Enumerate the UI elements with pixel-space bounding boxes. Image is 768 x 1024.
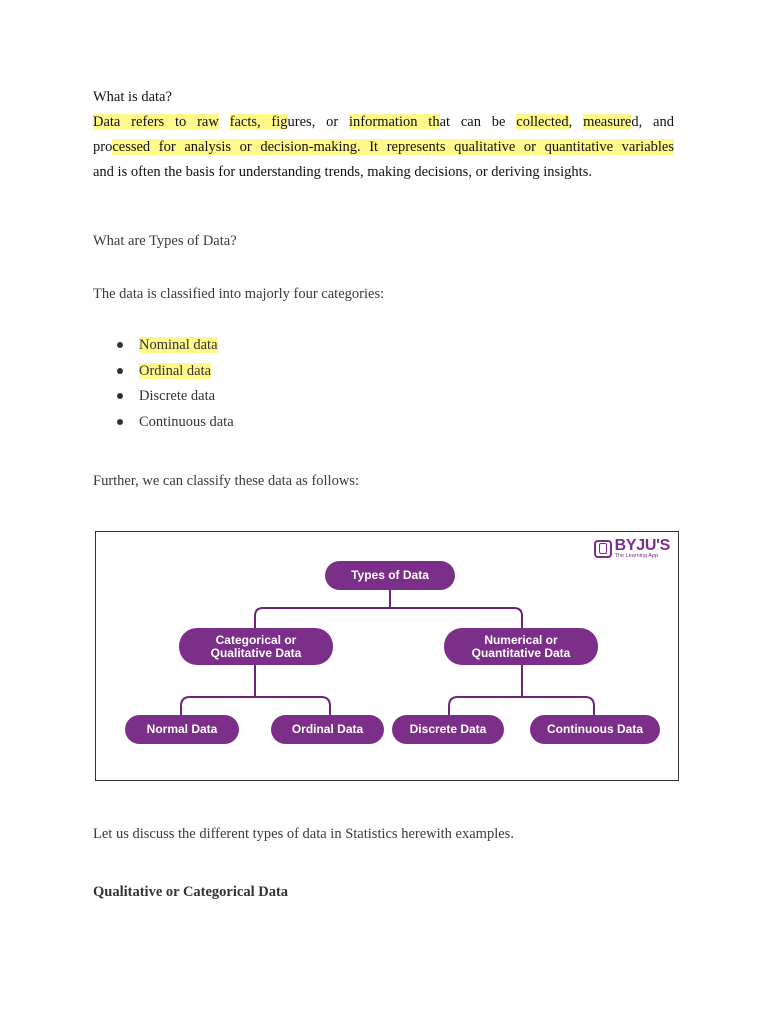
category-list xyxy=(93,336,234,438)
node-continuous-data: Continuous Data xyxy=(530,715,660,744)
highlight-span: measure xyxy=(583,114,632,130)
bullet-icon xyxy=(117,393,123,399)
byjus-logo-icon xyxy=(594,540,612,558)
list-item xyxy=(93,387,234,413)
types-of-data-diagram xyxy=(95,531,679,781)
connector-level-1 xyxy=(255,608,522,628)
connector-left-children xyxy=(181,697,330,717)
list-item-text: Discrete data xyxy=(139,388,216,404)
paragraph-line-2 xyxy=(93,138,674,156)
node-numerical xyxy=(444,628,598,665)
node-discrete-data: Discrete Data xyxy=(392,715,504,744)
connector-right-children xyxy=(449,697,594,717)
highlight-span: information th xyxy=(349,114,440,130)
highlight-span: collected xyxy=(516,114,569,130)
discuss-text: Let us discuss the different types of data in Statistics herewith examples. xyxy=(93,826,514,842)
text-span xyxy=(219,114,230,130)
text-span: d, and xyxy=(631,114,674,130)
categories-intro: The data is classified into majorly four categories: xyxy=(93,286,385,302)
node-normal-data: Normal Data xyxy=(125,715,239,744)
list-item xyxy=(93,336,234,362)
subheading-qualitative: Qualitative or Categorical Data xyxy=(93,884,289,900)
list-item-text: Nominal data xyxy=(139,337,218,353)
logo-name: BYJU'S xyxy=(614,537,670,554)
node-types-of-data: Types of Data xyxy=(325,561,455,590)
classify-followup: Further, we can classify these data as follows: xyxy=(93,473,359,489)
bullet-icon xyxy=(117,342,123,348)
logo-tagline: The Learning App xyxy=(614,553,659,559)
node-label-line: Qualitative Data xyxy=(210,645,302,660)
text-span: , xyxy=(568,114,584,130)
text-span: at can be xyxy=(439,114,517,130)
text-span: ures, or xyxy=(287,114,350,130)
text-span: pro xyxy=(93,139,113,155)
bullet-icon xyxy=(117,368,123,374)
node-label-line: Quantitative Data xyxy=(471,645,571,660)
highlight-span: facts, fig xyxy=(229,114,288,130)
node-label-line: Numerical or xyxy=(484,632,558,647)
bullet-icon xyxy=(117,419,123,425)
highlight-span: cessed for analysis or decision-making. It represents qualitative or quantitative variables xyxy=(112,139,674,155)
list-item-text: Continuous data xyxy=(139,413,234,430)
paragraph-line-3: and is often the basis for understanding trends, making decisions, or deriving insights. xyxy=(93,164,592,180)
highlight-span: Data refers to raw xyxy=(93,114,219,130)
node-categorical xyxy=(179,628,333,665)
heading-what-is-data: What is data? xyxy=(93,89,172,105)
list-item xyxy=(93,362,234,388)
byjus-logo xyxy=(594,538,670,559)
list-item-text: Ordinal data xyxy=(139,362,212,379)
paragraph-line-1 xyxy=(93,113,674,131)
heading-types-of-data: What are Types of Data? xyxy=(93,233,237,249)
node-label-line: Categorical or xyxy=(215,632,297,647)
node-ordinal-data: Ordinal Data xyxy=(271,715,384,744)
list-item xyxy=(93,413,234,439)
